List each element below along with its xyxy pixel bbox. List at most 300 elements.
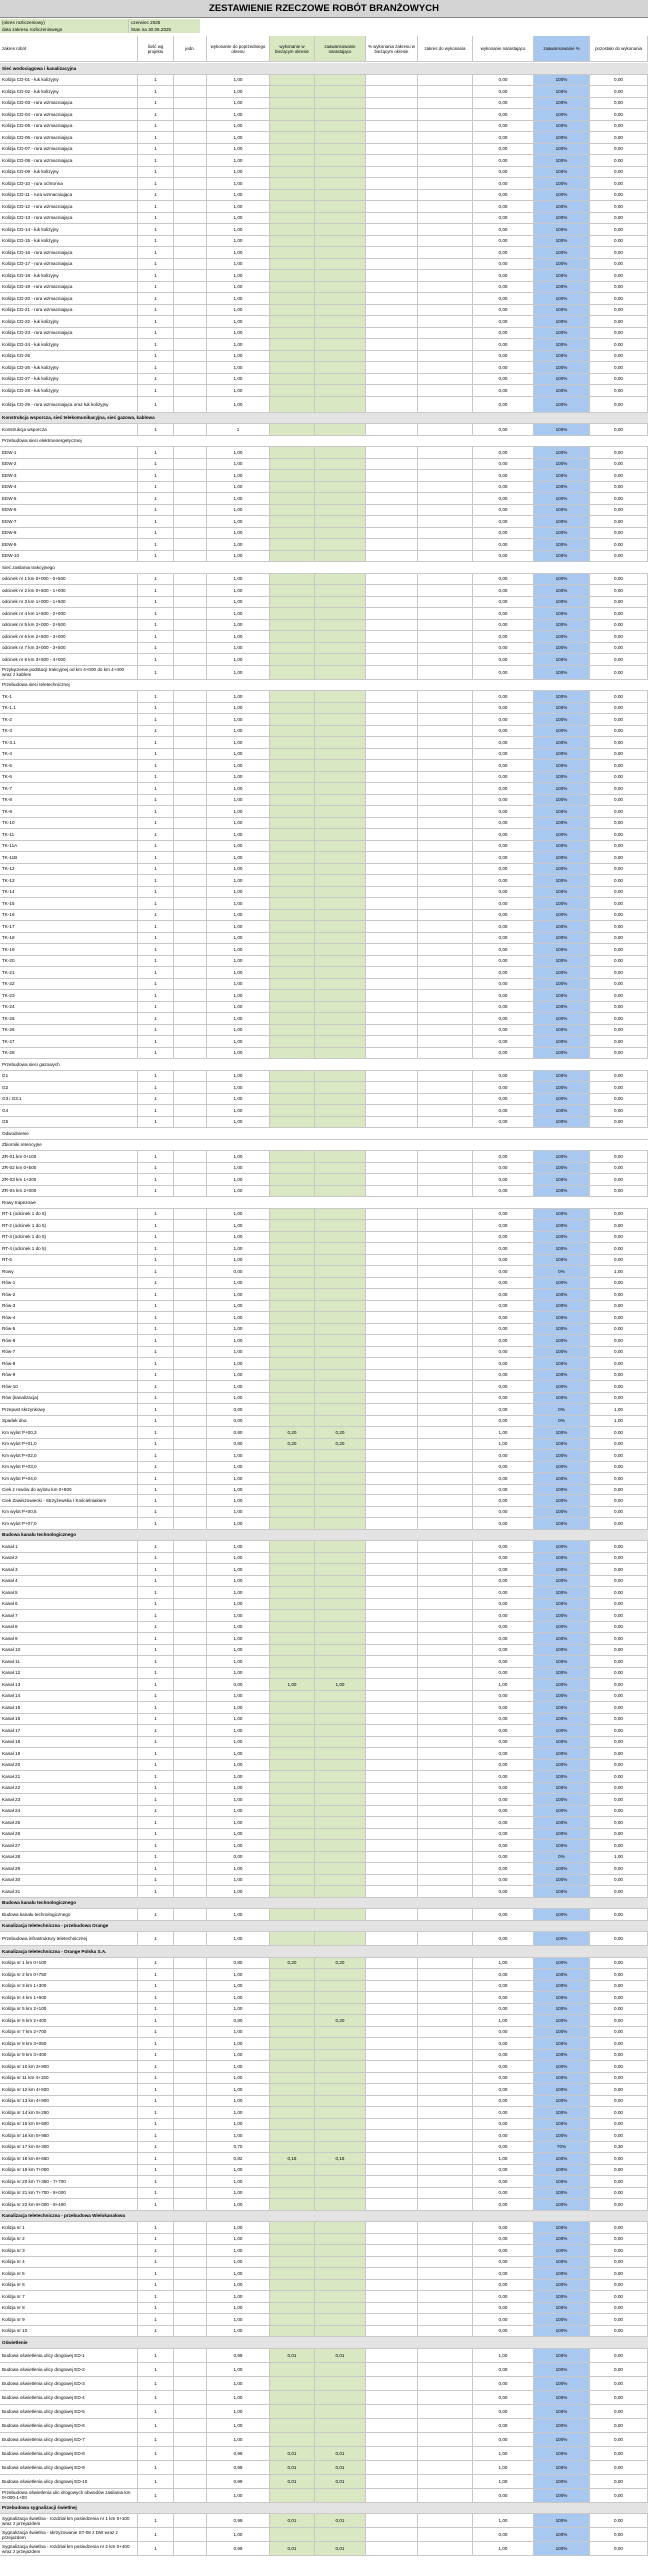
cumulative-cell[interactable] xyxy=(315,1886,366,1897)
current-progress-cell[interactable] xyxy=(270,1495,315,1506)
current-progress-cell[interactable] xyxy=(270,2528,315,2541)
current-progress-cell[interactable] xyxy=(270,1852,315,1863)
cumulative-cell[interactable] xyxy=(315,795,366,806)
current-progress-cell[interactable] xyxy=(270,2391,315,2404)
current-progress-cell[interactable] xyxy=(270,155,315,166)
current-progress-cell[interactable] xyxy=(270,224,315,235)
cumulative-cell[interactable] xyxy=(315,505,366,516)
cumulative-cell[interactable] xyxy=(315,1969,366,1980)
current-progress-cell[interactable] xyxy=(270,493,315,504)
current-progress-cell[interactable]: 0,20 xyxy=(270,1958,315,1969)
current-progress-cell[interactable] xyxy=(270,2084,315,2095)
cumulative-cell[interactable] xyxy=(315,852,366,863)
current-progress-cell[interactable] xyxy=(270,1151,315,1162)
cumulative-cell[interactable] xyxy=(315,1082,366,1093)
cumulative-cell[interactable] xyxy=(315,551,366,562)
current-progress-cell[interactable] xyxy=(270,1013,315,1024)
cumulative-cell[interactable] xyxy=(315,2234,366,2245)
current-progress-cell[interactable] xyxy=(270,1278,315,1289)
cumulative-cell[interactable] xyxy=(315,201,366,212)
current-progress-cell[interactable] xyxy=(270,1393,315,1404)
current-progress-cell[interactable] xyxy=(270,2027,315,2038)
cumulative-cell[interactable] xyxy=(315,1105,366,1116)
current-progress-cell[interactable] xyxy=(270,1462,315,1473)
cumulative-cell[interactable] xyxy=(315,470,366,481)
current-progress-cell[interactable] xyxy=(270,1829,315,1840)
current-progress-cell[interactable] xyxy=(270,597,315,608)
cumulative-cell[interactable] xyxy=(315,1794,366,1805)
current-progress-cell[interactable] xyxy=(270,1564,315,1575)
current-progress-cell[interactable] xyxy=(270,2234,315,2245)
current-progress-cell[interactable] xyxy=(270,2073,315,2084)
current-progress-cell[interactable] xyxy=(270,2291,315,2302)
cumulative-cell[interactable] xyxy=(315,772,366,783)
current-progress-cell[interactable] xyxy=(270,86,315,97)
cumulative-cell[interactable]: 0,20 xyxy=(315,1427,366,1438)
current-progress-cell[interactable] xyxy=(270,98,315,109)
cumulative-cell[interactable] xyxy=(315,213,366,224)
cumulative-cell[interactable] xyxy=(315,1541,366,1552)
cumulative-cell[interactable] xyxy=(315,293,366,304)
current-progress-cell[interactable] xyxy=(270,1450,315,1461)
cumulative-cell[interactable] xyxy=(315,990,366,1001)
current-progress-cell[interactable] xyxy=(270,385,315,396)
current-progress-cell[interactable] xyxy=(270,1071,315,1082)
cumulative-cell[interactable] xyxy=(315,2061,366,2072)
cumulative-cell[interactable] xyxy=(315,806,366,817)
cumulative-cell[interactable] xyxy=(315,2489,366,2502)
cumulative-cell[interactable] xyxy=(315,1347,366,1358)
current-progress-cell[interactable] xyxy=(270,2489,315,2502)
current-progress-cell[interactable]: 0,01 xyxy=(270,2349,315,2362)
current-progress-cell[interactable] xyxy=(270,585,315,596)
cumulative-cell[interactable]: 0,01 xyxy=(315,2461,366,2474)
cumulative-cell[interactable] xyxy=(315,654,366,665)
cumulative-cell[interactable] xyxy=(315,1243,366,1254)
cumulative-cell[interactable] xyxy=(315,2280,366,2291)
current-progress-cell[interactable] xyxy=(270,293,315,304)
cumulative-cell[interactable] xyxy=(315,539,366,550)
cumulative-cell[interactable] xyxy=(315,1553,366,1564)
cumulative-cell[interactable] xyxy=(315,2291,366,2302)
cumulative-cell[interactable] xyxy=(315,75,366,86)
current-progress-cell[interactable] xyxy=(270,956,315,967)
cumulative-cell[interactable] xyxy=(315,1783,366,1794)
current-progress-cell[interactable] xyxy=(270,2015,315,2026)
cumulative-cell[interactable]: 0,20 xyxy=(315,2015,366,2026)
current-progress-cell[interactable] xyxy=(270,2199,315,2210)
cumulative-cell[interactable] xyxy=(315,1495,366,1506)
current-progress-cell[interactable] xyxy=(270,305,315,316)
current-progress-cell[interactable] xyxy=(270,2119,315,2130)
cumulative-cell[interactable] xyxy=(315,1691,366,1702)
cumulative-cell[interactable] xyxy=(315,247,366,258)
cumulative-cell[interactable] xyxy=(315,1702,366,1713)
cumulative-cell[interactable] xyxy=(315,167,366,178)
current-progress-cell[interactable] xyxy=(270,1370,315,1381)
current-progress-cell[interactable] xyxy=(270,2326,315,2337)
current-progress-cell[interactable] xyxy=(270,737,315,748)
current-progress-cell[interactable] xyxy=(270,1656,315,1667)
current-progress-cell[interactable] xyxy=(270,1094,315,1105)
cumulative-cell[interactable] xyxy=(315,979,366,990)
current-progress-cell[interactable] xyxy=(270,1404,315,1415)
current-progress-cell[interactable] xyxy=(270,1992,315,2003)
current-progress-cell[interactable] xyxy=(270,528,315,539)
current-progress-cell[interactable] xyxy=(270,666,315,679)
cumulative-cell[interactable]: 0,20 xyxy=(315,1958,366,1969)
current-progress-cell[interactable] xyxy=(270,933,315,944)
current-progress-cell[interactable] xyxy=(270,1645,315,1656)
cumulative-cell[interactable] xyxy=(315,1806,366,1817)
cumulative-cell[interactable] xyxy=(315,339,366,350)
cumulative-cell[interactable] xyxy=(315,86,366,97)
cumulative-cell[interactable] xyxy=(315,2314,366,2325)
cumulative-cell[interactable] xyxy=(315,2050,366,2061)
current-progress-cell[interactable] xyxy=(270,2038,315,2049)
cumulative-cell[interactable] xyxy=(315,841,366,852)
current-progress-cell[interactable] xyxy=(270,2433,315,2446)
current-progress-cell[interactable] xyxy=(270,1806,315,1817)
cumulative-cell[interactable] xyxy=(315,374,366,385)
cumulative-cell[interactable] xyxy=(315,2222,366,2233)
cumulative-cell[interactable] xyxy=(315,1748,366,1759)
cumulative-cell[interactable] xyxy=(315,1335,366,1346)
current-progress-cell[interactable] xyxy=(270,631,315,642)
cumulative-cell[interactable] xyxy=(315,328,366,339)
current-progress-cell[interactable] xyxy=(270,2268,315,2279)
current-progress-cell[interactable] xyxy=(270,2176,315,2187)
current-progress-cell[interactable] xyxy=(270,806,315,817)
cumulative-cell[interactable] xyxy=(315,1852,366,1863)
cumulative-cell[interactable] xyxy=(315,1450,366,1461)
current-progress-cell[interactable] xyxy=(270,447,315,458)
cumulative-cell[interactable] xyxy=(315,2188,366,2199)
cumulative-cell[interactable] xyxy=(315,1840,366,1851)
cumulative-cell[interactable] xyxy=(315,1518,366,1529)
cumulative-cell[interactable] xyxy=(315,2038,366,2049)
cumulative-cell[interactable] xyxy=(315,1312,366,1323)
cumulative-cell[interactable] xyxy=(315,259,366,270)
current-progress-cell[interactable] xyxy=(270,898,315,909)
cumulative-cell[interactable] xyxy=(315,1610,366,1621)
cumulative-cell[interactable] xyxy=(315,2096,366,2107)
current-progress-cell[interactable] xyxy=(270,1002,315,1013)
cumulative-cell[interactable] xyxy=(315,144,366,155)
cumulative-cell[interactable] xyxy=(315,282,366,293)
current-progress-cell[interactable] xyxy=(270,1232,315,1243)
cumulative-cell[interactable] xyxy=(315,98,366,109)
cumulative-cell[interactable] xyxy=(315,362,366,373)
cumulative-cell[interactable] xyxy=(315,703,366,714)
cumulative-cell[interactable] xyxy=(315,2107,366,2118)
current-progress-cell[interactable] xyxy=(270,620,315,631)
cumulative-cell[interactable] xyxy=(315,921,366,932)
cumulative-cell[interactable] xyxy=(315,1301,366,1312)
current-progress-cell[interactable] xyxy=(270,608,315,619)
cumulative-cell[interactable] xyxy=(315,224,366,235)
cumulative-cell[interactable]: 0,01 xyxy=(315,2542,366,2555)
cumulative-cell[interactable] xyxy=(315,2027,366,2038)
current-progress-cell[interactable] xyxy=(270,1036,315,1047)
cumulative-cell[interactable] xyxy=(315,829,366,840)
current-progress-cell[interactable] xyxy=(270,397,315,412)
current-progress-cell[interactable] xyxy=(270,505,315,516)
current-progress-cell[interactable] xyxy=(270,1737,315,1748)
cumulative-cell[interactable] xyxy=(315,1416,366,1427)
current-progress-cell[interactable] xyxy=(270,875,315,886)
current-progress-cell[interactable] xyxy=(270,1209,315,1220)
cumulative-cell[interactable] xyxy=(315,1725,366,1736)
cumulative-cell[interactable] xyxy=(315,691,366,702)
cumulative-cell[interactable] xyxy=(315,631,366,642)
current-progress-cell[interactable] xyxy=(270,1794,315,1805)
cumulative-cell[interactable] xyxy=(315,1151,366,1162)
current-progress-cell[interactable] xyxy=(270,1725,315,1736)
cumulative-cell[interactable] xyxy=(315,1817,366,1828)
cumulative-cell[interactable] xyxy=(315,178,366,189)
cumulative-cell[interactable] xyxy=(315,666,366,679)
cumulative-cell[interactable] xyxy=(315,818,366,829)
cumulative-cell[interactable] xyxy=(315,1370,366,1381)
cumulative-cell[interactable] xyxy=(315,2326,366,2337)
current-progress-cell[interactable] xyxy=(270,1289,315,1300)
current-progress-cell[interactable] xyxy=(270,1840,315,1851)
current-progress-cell[interactable] xyxy=(270,2405,315,2418)
current-progress-cell[interactable]: 0,01 xyxy=(270,2461,315,2474)
current-progress-cell[interactable] xyxy=(270,121,315,132)
cumulative-cell[interactable] xyxy=(315,1645,366,1656)
cumulative-cell[interactable] xyxy=(315,749,366,760)
cumulative-cell[interactable] xyxy=(315,1981,366,1992)
current-progress-cell[interactable] xyxy=(270,1981,315,1992)
cumulative-cell[interactable] xyxy=(315,1048,366,1059)
cumulative-cell[interactable] xyxy=(315,2176,366,2187)
current-progress-cell[interactable] xyxy=(270,362,315,373)
cumulative-cell[interactable] xyxy=(315,2130,366,2141)
current-progress-cell[interactable] xyxy=(270,1082,315,1093)
current-progress-cell[interactable] xyxy=(270,259,315,270)
current-progress-cell[interactable] xyxy=(270,1324,315,1335)
current-progress-cell[interactable] xyxy=(270,818,315,829)
cumulative-cell[interactable] xyxy=(315,967,366,978)
current-progress-cell[interactable] xyxy=(270,1347,315,1358)
cumulative-cell[interactable] xyxy=(315,2199,366,2210)
cumulative-cell[interactable] xyxy=(315,1381,366,1392)
cumulative-cell[interactable] xyxy=(315,1358,366,1369)
current-progress-cell[interactable] xyxy=(270,654,315,665)
cumulative-cell[interactable] xyxy=(315,887,366,898)
current-progress-cell[interactable] xyxy=(270,1783,315,1794)
current-progress-cell[interactable] xyxy=(270,990,315,1001)
current-progress-cell[interactable] xyxy=(270,178,315,189)
current-progress-cell[interactable] xyxy=(270,2257,315,2268)
cumulative-cell[interactable] xyxy=(315,1909,366,1920)
current-progress-cell[interactable] xyxy=(270,1691,315,1702)
info-value[interactable]: Stan na 30.06.2025 xyxy=(128,26,200,33)
current-progress-cell[interactable]: 0,01 xyxy=(270,2542,315,2555)
current-progress-cell[interactable] xyxy=(270,109,315,120)
current-progress-cell[interactable] xyxy=(270,1507,315,1518)
cumulative-cell[interactable] xyxy=(315,1002,366,1013)
cumulative-cell[interactable] xyxy=(315,898,366,909)
cumulative-cell[interactable] xyxy=(315,726,366,737)
cumulative-cell[interactable] xyxy=(315,1507,366,1518)
current-progress-cell[interactable] xyxy=(270,1105,315,1116)
current-progress-cell[interactable]: 0,01 xyxy=(270,2447,315,2460)
current-progress-cell[interactable] xyxy=(270,841,315,852)
cumulative-cell[interactable]: 0,01 xyxy=(315,2447,366,2460)
current-progress-cell[interactable] xyxy=(270,1174,315,1185)
current-progress-cell[interactable] xyxy=(270,864,315,875)
cumulative-cell[interactable] xyxy=(315,528,366,539)
cumulative-cell[interactable] xyxy=(315,1668,366,1679)
current-progress-cell[interactable] xyxy=(270,2107,315,2118)
current-progress-cell[interactable] xyxy=(270,910,315,921)
current-progress-cell[interactable] xyxy=(270,1553,315,1564)
cumulative-cell[interactable] xyxy=(315,1599,366,1610)
current-progress-cell[interactable] xyxy=(270,1932,315,1945)
current-progress-cell[interactable] xyxy=(270,703,315,714)
cumulative-cell[interactable] xyxy=(315,2142,366,2153)
cumulative-cell[interactable] xyxy=(315,424,366,435)
current-progress-cell[interactable] xyxy=(270,1416,315,1427)
cumulative-cell[interactable] xyxy=(315,2405,366,2418)
cumulative-cell[interactable] xyxy=(315,1013,366,1024)
cumulative-cell[interactable] xyxy=(315,1186,366,1197)
current-progress-cell[interactable]: 0,20 xyxy=(270,1439,315,1450)
cumulative-cell[interactable] xyxy=(315,459,366,470)
cumulative-cell[interactable] xyxy=(315,1622,366,1633)
cumulative-cell[interactable] xyxy=(315,305,366,316)
current-progress-cell[interactable] xyxy=(270,539,315,550)
current-progress-cell[interactable] xyxy=(270,979,315,990)
cumulative-cell[interactable] xyxy=(315,1863,366,1874)
current-progress-cell[interactable] xyxy=(270,691,315,702)
current-progress-cell[interactable] xyxy=(270,772,315,783)
current-progress-cell[interactable] xyxy=(270,339,315,350)
current-progress-cell[interactable] xyxy=(270,328,315,339)
current-progress-cell[interactable] xyxy=(270,1610,315,1621)
current-progress-cell[interactable] xyxy=(270,270,315,281)
current-progress-cell[interactable] xyxy=(270,1599,315,1610)
info-value[interactable]: czerwiec 2025 xyxy=(128,19,200,26)
cumulative-cell[interactable] xyxy=(315,1656,366,1667)
current-progress-cell[interactable] xyxy=(270,1255,315,1266)
current-progress-cell[interactable] xyxy=(270,726,315,737)
current-progress-cell[interactable] xyxy=(270,2377,315,2390)
cumulative-cell[interactable] xyxy=(315,875,366,886)
current-progress-cell[interactable] xyxy=(270,2419,315,2432)
current-progress-cell[interactable] xyxy=(270,1622,315,1633)
current-progress-cell[interactable] xyxy=(270,1312,315,1323)
current-progress-cell[interactable] xyxy=(270,574,315,585)
cumulative-cell[interactable]: 0,20 xyxy=(315,1439,366,1450)
current-progress-cell[interactable] xyxy=(270,2222,315,2233)
current-progress-cell[interactable] xyxy=(270,2314,315,2325)
cumulative-cell[interactable] xyxy=(315,385,366,396)
current-progress-cell[interactable] xyxy=(270,2004,315,2015)
cumulative-cell[interactable] xyxy=(315,516,366,527)
cumulative-cell[interactable]: 0,18 xyxy=(315,2153,366,2164)
current-progress-cell[interactable] xyxy=(270,1485,315,1494)
cumulative-cell[interactable] xyxy=(315,1771,366,1782)
cumulative-cell[interactable] xyxy=(315,2245,366,2256)
current-progress-cell[interactable] xyxy=(270,1875,315,1886)
current-progress-cell[interactable] xyxy=(270,1301,315,1312)
cumulative-cell[interactable] xyxy=(315,2303,366,2314)
cumulative-cell[interactable] xyxy=(315,1576,366,1587)
current-progress-cell[interactable] xyxy=(270,1541,315,1552)
cumulative-cell[interactable] xyxy=(315,597,366,608)
current-progress-cell[interactable] xyxy=(270,551,315,562)
cumulative-cell[interactable] xyxy=(315,574,366,585)
cumulative-cell[interactable] xyxy=(315,1209,366,1220)
cumulative-cell[interactable] xyxy=(315,1025,366,1036)
current-progress-cell[interactable] xyxy=(270,1518,315,1529)
current-progress-cell[interactable] xyxy=(270,75,315,86)
cumulative-cell[interactable] xyxy=(315,783,366,794)
cumulative-cell[interactable]: 0,01 xyxy=(315,2475,366,2488)
current-progress-cell[interactable] xyxy=(270,1358,315,1369)
cumulative-cell[interactable] xyxy=(315,1760,366,1771)
cumulative-cell[interactable] xyxy=(315,190,366,201)
current-progress-cell[interactable] xyxy=(270,190,315,201)
current-progress-cell[interactable] xyxy=(270,516,315,527)
cumulative-cell[interactable] xyxy=(315,956,366,967)
current-progress-cell[interactable] xyxy=(270,132,315,143)
current-progress-cell[interactable] xyxy=(270,749,315,760)
current-progress-cell[interactable] xyxy=(270,1243,315,1254)
current-progress-cell[interactable] xyxy=(270,1760,315,1771)
cumulative-cell[interactable] xyxy=(315,1737,366,1748)
cumulative-cell[interactable] xyxy=(315,933,366,944)
current-progress-cell[interactable] xyxy=(270,1163,315,1174)
cumulative-cell[interactable] xyxy=(315,1875,366,1886)
current-progress-cell[interactable] xyxy=(270,1381,315,1392)
current-progress-cell[interactable] xyxy=(270,714,315,725)
current-progress-cell[interactable] xyxy=(270,201,315,212)
current-progress-cell[interactable] xyxy=(270,247,315,258)
current-progress-cell[interactable] xyxy=(270,829,315,840)
cumulative-cell[interactable] xyxy=(315,236,366,247)
current-progress-cell[interactable] xyxy=(270,2363,315,2376)
current-progress-cell[interactable] xyxy=(270,795,315,806)
cumulative-cell[interactable] xyxy=(315,2433,366,2446)
current-progress-cell[interactable] xyxy=(270,424,315,435)
cumulative-cell[interactable] xyxy=(315,316,366,327)
cumulative-cell[interactable] xyxy=(315,1094,366,1105)
cumulative-cell[interactable] xyxy=(315,1278,366,1289)
cumulative-cell[interactable] xyxy=(315,1485,366,1494)
cumulative-cell[interactable] xyxy=(315,1992,366,2003)
current-progress-cell[interactable] xyxy=(270,1748,315,1759)
cumulative-cell[interactable] xyxy=(315,482,366,493)
cumulative-cell[interactable] xyxy=(315,1163,366,1174)
cumulative-cell[interactable]: 0,01 xyxy=(315,2514,366,2527)
cumulative-cell[interactable] xyxy=(315,1587,366,1598)
cumulative-cell[interactable] xyxy=(315,2073,366,2084)
cumulative-cell[interactable] xyxy=(315,2419,366,2432)
cumulative-cell[interactable] xyxy=(315,1324,366,1335)
current-progress-cell[interactable] xyxy=(270,1702,315,1713)
cumulative-cell[interactable] xyxy=(315,2528,366,2541)
current-progress-cell[interactable] xyxy=(270,944,315,955)
cumulative-cell[interactable] xyxy=(315,109,366,120)
cumulative-cell[interactable] xyxy=(315,714,366,725)
current-progress-cell[interactable] xyxy=(270,1633,315,1644)
current-progress-cell[interactable] xyxy=(270,1863,315,1874)
